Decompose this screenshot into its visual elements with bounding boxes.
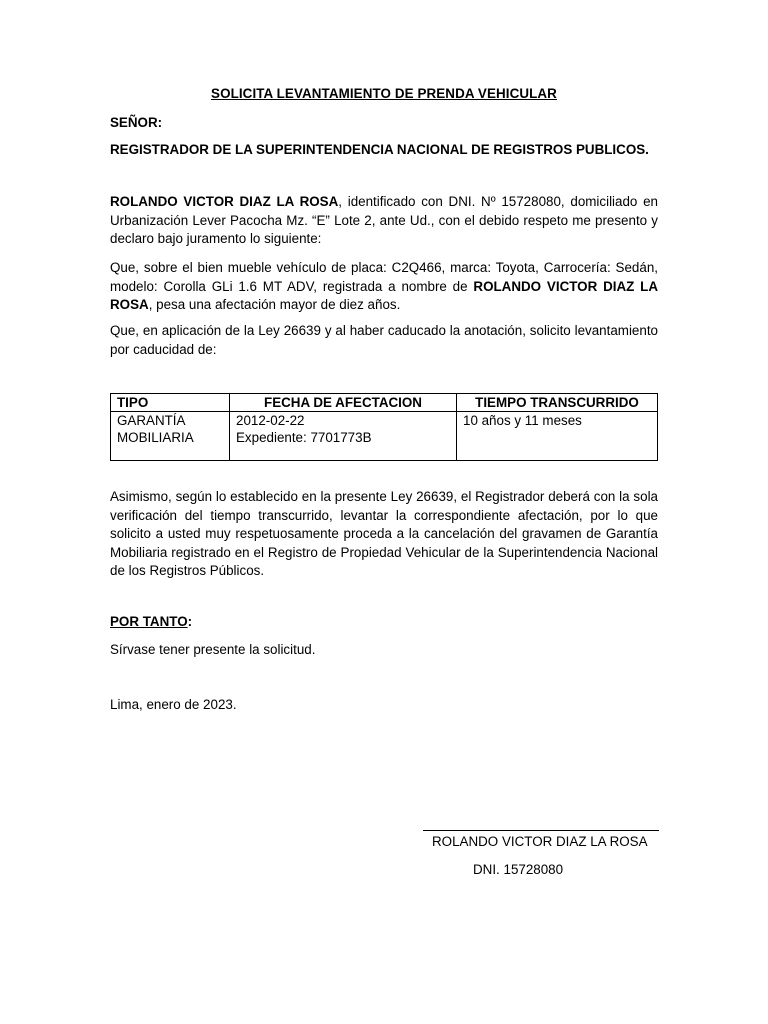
header-fecha: FECHA DE AFECTACION (230, 394, 457, 412)
tipo-line2: MOBILIARIA (117, 430, 194, 445)
vehicle-paragraph (110, 259, 658, 315)
fecha-line1: 2012-02-22 (236, 413, 305, 428)
cell-fecha (230, 412, 457, 461)
owner-name: ROLANDO VICTOR DIAZ LA ROSA (110, 278, 658, 312)
cell-tiempo: 10 años y 11 meses (457, 412, 658, 461)
fecha-line2: Expediente: 7701773B (236, 430, 372, 445)
por-tanto-label: POR TANTO (110, 614, 188, 629)
place-date: Lima, enero de 2023. (110, 697, 237, 712)
applicant-name: ROLANDO VICTOR DIAZ LA ROSA (110, 194, 339, 209)
salutation: SEÑOR: (110, 115, 163, 130)
table-row (111, 412, 658, 461)
intro-paragraph (110, 193, 658, 249)
cell-tipo (111, 412, 230, 461)
header-tipo: TIPO (111, 394, 230, 412)
document-title: SOLICITA LEVANTAMIENTO DE PRENDA VEHICULAR (211, 86, 557, 101)
signature-name: ROLANDO VICTOR DIAZ LA ROSA (432, 834, 648, 849)
table-header-row (111, 394, 658, 412)
vehicle-text-before: Que, sobre el bien mueble vehículo de placa: C2Q466, marca: Toyota, Carrocería: Sedán, modelo: Corolla GLi 1.6 MT ADV, registrada a nombre de (110, 260, 658, 294)
recipient: REGISTRADOR DE LA SUPERINTENDENCIA NACIONAL DE REGISTROS PUBLICOS. (110, 142, 649, 157)
signature-line (423, 830, 659, 831)
tipo-line1: GARANTÍA (117, 413, 186, 428)
signature-dni: DNI. 15728080 (473, 862, 564, 877)
vehicle-text-after: , pesa una afectación mayor de diez años. (148, 297, 401, 312)
por-tanto-colon: : (187, 614, 193, 629)
por-tanto (110, 614, 192, 629)
afectacion-table (110, 393, 658, 461)
law-paragraph: Que, en aplicación de la Ley 26639 y al haber caducado la anotación, solicito levantamiento por caducidad de: (110, 323, 658, 357)
intro-text: , identificado con DNI. Nº 15728080, domiciliado en Urbanización Lever Pacocha Mz. “E” Lote 2, ante Ud., con el debido respeto me presento y declaro bajo juramento lo siguiente: (110, 194, 658, 246)
asimismo-paragraph: Asimismo, según lo establecido en la presente Ley 26639, el Registrador deberá con la sola verificación del tiempo transcurrido, levantar la correspondiente afectación, por lo que solicito a usted muy respetuosamente proceda a la cancelación del gravamen de Garantía Mobiliaria registrado en el Registro de Propiedad Vehicular de la Superintendencia Nacional de los Registros Públicos. (110, 489, 658, 578)
closing-text: Sírvase tener presente la solicitud. (110, 642, 316, 657)
header-tiempo: TIEMPO TRANSCURRIDO (457, 394, 658, 412)
